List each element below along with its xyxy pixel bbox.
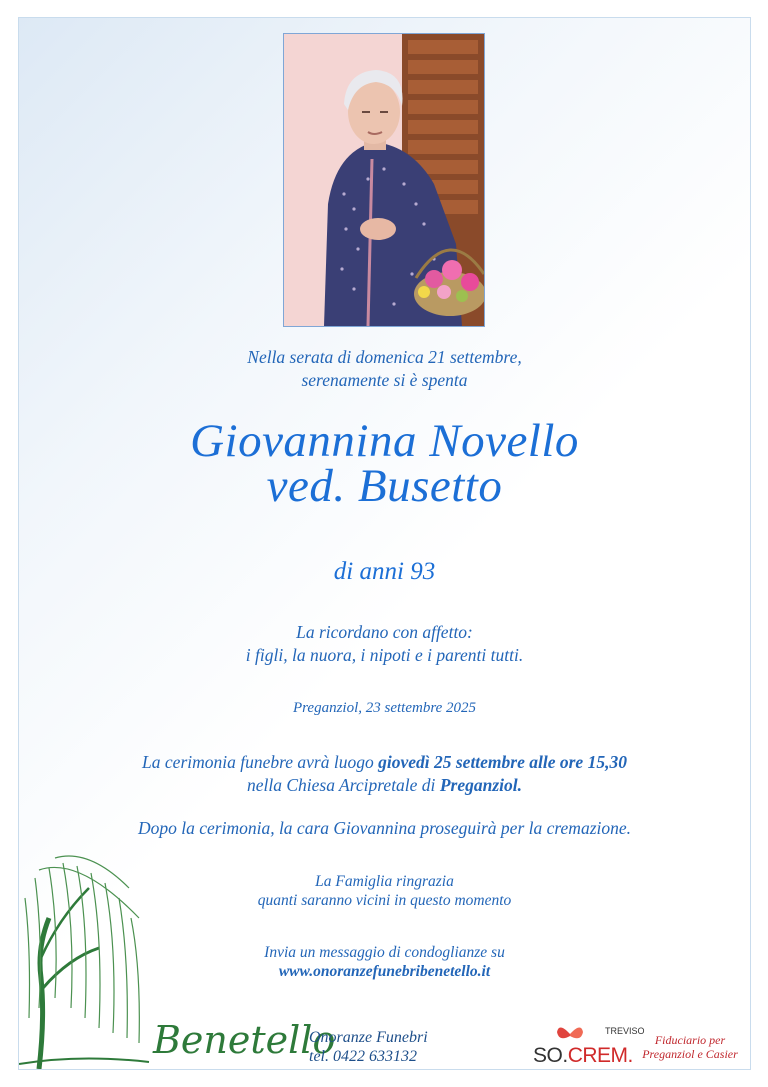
willow-tree-icon bbox=[19, 848, 159, 1069]
butterfly-icon bbox=[555, 1022, 585, 1046]
intro-line-1: Nella serata di domenica 21 settembre, bbox=[247, 347, 522, 367]
condolences-line-1: Invia un messaggio di condoglianze su bbox=[264, 944, 505, 961]
portrait-illustration bbox=[284, 34, 484, 326]
ceremony-where: Preganziol. bbox=[439, 775, 522, 795]
name-line-2: ved. Busetto bbox=[266, 460, 503, 512]
fiduciario-line-1: Fiduciario per bbox=[654, 1033, 726, 1047]
onoranze-info bbox=[309, 1028, 428, 1066]
portrait-photo bbox=[283, 33, 485, 327]
after-ceremony-text: Dopo la cerimonia, la cara Giovannina proseguirà per la cremazione. bbox=[137, 818, 632, 838]
fiduciario-text bbox=[635, 1033, 745, 1061]
intro-line-2: serenamente si è spenta bbox=[301, 370, 468, 390]
onoranze-line-1: Onoranze Funebri bbox=[309, 1029, 428, 1046]
ceremony-line-2 bbox=[19, 774, 750, 797]
place-date: Preganziol, 23 settembre 2025 bbox=[292, 700, 477, 716]
thanks-line-1: La Famiglia ringrazia bbox=[315, 873, 454, 890]
ceremony-text bbox=[19, 751, 750, 797]
intro-text bbox=[19, 346, 750, 392]
socrem-wordmark bbox=[533, 1044, 633, 1068]
deceased-name bbox=[19, 415, 750, 512]
remembrance-line-2: i figli, la nuora, i nipoti e i parenti tutti. bbox=[245, 645, 524, 665]
name-line-1: Giovannina Novello bbox=[190, 415, 579, 467]
obituary-sheet bbox=[18, 17, 751, 1070]
remembrance-line-1: La ricordano con affetto: bbox=[296, 622, 473, 642]
socrem-treviso: TREVISO bbox=[605, 1026, 645, 1036]
onoranze-phone: tel. 0422 633132 bbox=[309, 1048, 417, 1065]
ceremony-line-1 bbox=[19, 751, 750, 774]
socrem-logo bbox=[533, 1022, 643, 1068]
thanks-line-2: quanti saranno vicini in questo momento bbox=[257, 892, 512, 909]
ceremony-line2-prefix: nella Chiesa Arcipretale di bbox=[247, 775, 440, 795]
condolences-url[interactable]: www.onoranzefunebribenetello.it bbox=[278, 963, 491, 980]
ceremony-when: giovedì 25 settembre alle ore 15,30 bbox=[378, 752, 627, 772]
deceased-age: di anni 93 bbox=[333, 558, 436, 585]
ceremony-prefix: La cerimonia funebre avrà luogo bbox=[142, 752, 379, 772]
socrem-so: SO. bbox=[533, 1044, 568, 1067]
socrem-crem: CREM. bbox=[567, 1044, 633, 1067]
remembrance-text bbox=[19, 621, 750, 667]
fiduciario-line-2: Preganziol e Casier bbox=[642, 1047, 738, 1061]
benetello-logo: Benetello bbox=[153, 1018, 336, 1062]
